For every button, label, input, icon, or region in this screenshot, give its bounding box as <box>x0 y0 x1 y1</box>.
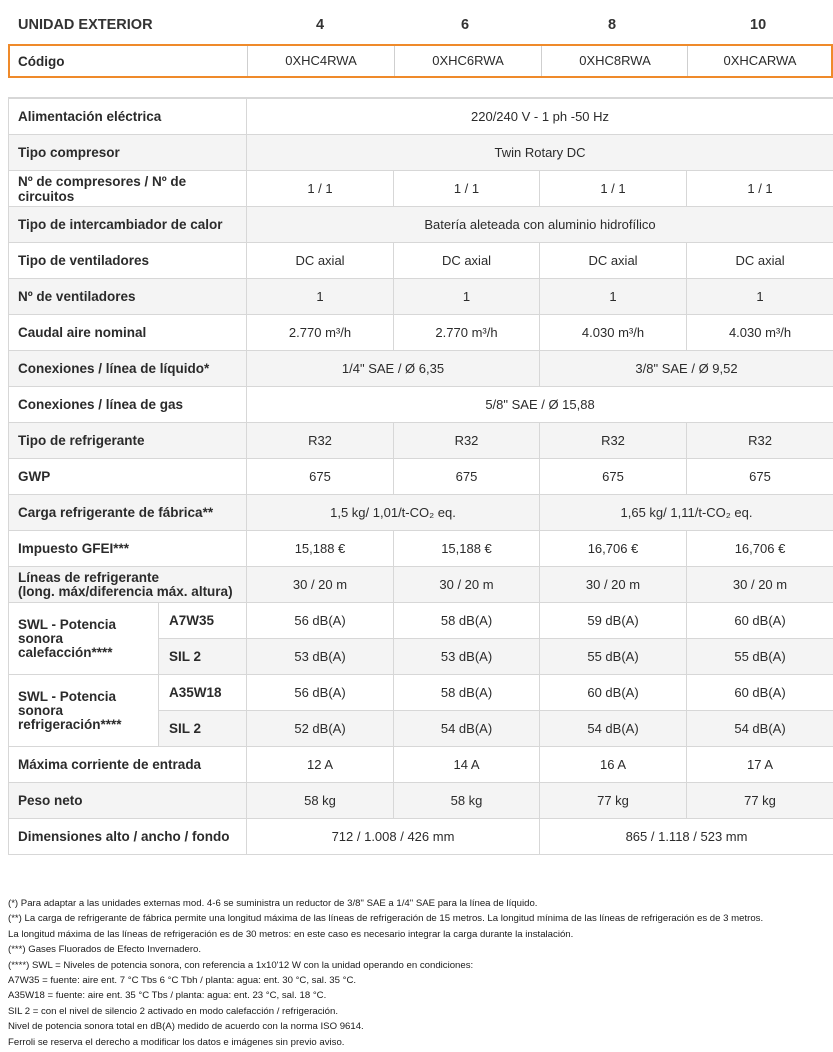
row-value: 17 A <box>687 747 833 783</box>
model-10: 10 <box>750 17 767 33</box>
row-value: 56 dB(A) <box>247 675 394 711</box>
row-label-line: SWL - Potencia sonora <box>18 688 117 718</box>
row-value: R32 <box>394 423 540 459</box>
footnote: (*) Para adaptar a las unidades externas mod. 4-6 se suministra un reductor de 3/8" SAE a 1/4" SAE para la línea de líquido. <box>8 898 538 909</box>
row-label: Peso neto <box>9 783 247 819</box>
row-value: 14 A <box>394 747 540 783</box>
row-label-line: refrigeración**** <box>18 716 122 732</box>
row-label: Dimensiones alto / ancho / fondo <box>9 819 247 855</box>
row-value: 1 <box>247 279 394 315</box>
row-value: 1 / 1 <box>687 171 833 207</box>
row-value: 12 A <box>247 747 394 783</box>
row-value: 77 kg <box>540 783 687 819</box>
table-row <box>9 171 833 207</box>
footnote: Nivel de potencia sonora total en dB(A) medido de acuerdo con la norma ISO 9614. <box>8 1021 364 1033</box>
row-value: 3/8" SAE / Ø 9,52 <box>540 351 833 387</box>
table-row <box>9 387 833 423</box>
row-value: 1 <box>540 279 687 315</box>
row-value: 16,706 € <box>687 531 833 567</box>
row-value: 58 kg <box>394 783 540 819</box>
row-value: 30 / 20 m <box>687 567 833 603</box>
row-label: Caudal aire nominal <box>9 315 247 351</box>
footnote: A7W35 = fuente: aire ent. 7 °C Tbs 6 °C Tbh / planta: agua: ent. 30 °C, sal. 35 °C. <box>8 975 357 987</box>
row-value: 16,706 € <box>540 531 687 567</box>
row-value: 675 <box>247 459 394 495</box>
footnote: (****) SWL = Niveles de potencia sonora, con referencia a 1x10'12 W con la unidad operando en condiciones: <box>8 959 474 971</box>
row-value: 2.770 m³/h <box>394 315 540 351</box>
row-value: 53 dB(A) <box>247 639 394 675</box>
row-sublabel: A7W35 <box>159 603 247 639</box>
row-label-line: SWL - Potencia sonora <box>18 616 117 646</box>
row-value: 58 dB(A) <box>394 603 540 639</box>
row-value: 55 dB(A) <box>540 639 687 675</box>
row-label: Conexiones / línea de gas <box>9 387 247 423</box>
model-8: 8 <box>608 17 617 33</box>
row-label <box>9 603 159 675</box>
row-value: 53 dB(A) <box>394 639 540 675</box>
row-label: Conexiones / línea de líquido* <box>9 351 247 387</box>
row-label: Impuesto GFEI*** <box>9 531 247 567</box>
row-value: R32 <box>247 423 394 459</box>
row-value: DC axial <box>540 243 687 279</box>
row-value: 5/8" SAE / Ø 15,88 <box>247 387 833 423</box>
row-label: Nº de compresores / Nº de circuitos <box>9 171 247 207</box>
row-value: 55 dB(A) <box>687 639 833 675</box>
table-row <box>9 747 833 783</box>
spec-table <box>8 97 833 855</box>
row-value: 30 / 20 m <box>394 567 540 603</box>
row-value: 1 / 1 <box>247 171 394 207</box>
row-label-line: (long. máx/diferencia máx. altura) <box>18 583 233 599</box>
footnote: (***) Gases Fluorados de Efecto Invernadero. <box>8 944 202 956</box>
row-value: 58 kg <box>247 783 394 819</box>
row-value: 1 / 1 <box>540 171 687 207</box>
row-value: 77 kg <box>687 783 833 819</box>
row-label: Máxima corriente de entrada <box>9 747 247 783</box>
row-value: 675 <box>687 459 833 495</box>
table-row <box>9 279 833 315</box>
row-value: DC axial <box>394 243 540 279</box>
row-value: 675 <box>394 459 540 495</box>
row-value: 30 / 20 m <box>247 567 394 603</box>
row-label-line: calefacción**** <box>18 644 113 660</box>
table-row <box>9 459 833 495</box>
row-value: 1,5 kg/ 1,01/t-CO₂ eq. <box>247 495 540 531</box>
table-row <box>9 207 833 243</box>
table-row <box>9 98 833 135</box>
table-row <box>9 243 833 279</box>
row-value: 56 dB(A) <box>247 603 394 639</box>
table-row <box>9 495 833 531</box>
table-row <box>9 675 833 711</box>
row-sublabel: A35W18 <box>159 675 247 711</box>
table-row <box>9 783 833 819</box>
row-value: 865 / 1.118 / 523 mm <box>540 819 833 855</box>
row-value: 58 dB(A) <box>394 675 540 711</box>
row-label <box>9 567 247 603</box>
row-value: 54 dB(A) <box>540 711 687 747</box>
row-label: Tipo de intercambiador de calor <box>9 207 247 243</box>
table-row <box>9 531 833 567</box>
row-value: 1/4" SAE / Ø 6,35 <box>247 351 540 387</box>
footnote: A35W18 = fuente: aire ent. 35 °C Tbs / planta: agua: ent. 23 °C, sal. 18 °C. <box>8 990 327 1002</box>
row-value: 220/240 V - 1 ph -50 Hz <box>247 98 833 135</box>
footnote: (**) La carga de refrigerante de fábrica permite una longitud máxima de las líneas de refrigeración de 15 metros. La longitud mínima de las líneas de refrigeración es de 3 metros. <box>8 913 764 925</box>
table-row <box>9 567 833 603</box>
row-sublabel: SIL 2 <box>159 639 247 675</box>
footnote: Ferroli se reserva el derecho a modificar los datos e imágenes sin previo aviso. <box>8 1036 345 1048</box>
table-row <box>9 315 833 351</box>
row-label: Tipo compresor <box>9 135 247 171</box>
code-value: 0XHC6RWA <box>394 46 541 76</box>
footnote: SIL 2 = con el nivel de silencio 2 activado en modo calefacción / refrigeración. <box>8 1005 339 1017</box>
table-row <box>9 819 833 855</box>
row-value: 54 dB(A) <box>394 711 540 747</box>
footnotes <box>8 896 828 1050</box>
header-title: UNIDAD EXTERIOR <box>18 17 153 33</box>
row-value: Twin Rotary DC <box>247 135 833 171</box>
row-label: Carga refrigerante de fábrica** <box>9 495 247 531</box>
row-sublabel: SIL 2 <box>159 711 247 747</box>
row-value: DC axial <box>687 243 833 279</box>
row-value: 15,188 € <box>394 531 540 567</box>
table-row <box>9 603 833 639</box>
row-value: Batería aleteada con aluminio hidrofílico <box>247 207 833 243</box>
row-value: 1 <box>394 279 540 315</box>
table-header <box>8 0 832 40</box>
model-6: 6 <box>461 17 470 33</box>
row-value: DC axial <box>247 243 394 279</box>
row-label: Nº de ventiladores <box>9 279 247 315</box>
table-row <box>9 351 833 387</box>
code-value: 0XHC4RWA <box>247 46 394 76</box>
row-value: 675 <box>540 459 687 495</box>
table-row <box>9 423 833 459</box>
row-label: GWP <box>9 459 247 495</box>
row-value: 2.770 m³/h <box>247 315 394 351</box>
row-value: 30 / 20 m <box>540 567 687 603</box>
row-value: R32 <box>540 423 687 459</box>
row-label <box>9 675 159 747</box>
row-value: 15,188 € <box>247 531 394 567</box>
footnote: La longitud máxima de las líneas de refrigeración es de 30 metros: en este caso es necesario integrar la carga durante la instalación. <box>8 928 574 940</box>
code-value: 0XHC8RWA <box>541 46 688 76</box>
row-value: 1 / 1 <box>394 171 540 207</box>
row-value: 1,65 kg/ 1,11/t-CO₂ eq. <box>540 495 833 531</box>
row-value: 54 dB(A) <box>687 711 833 747</box>
model-4: 4 <box>316 17 325 33</box>
row-label: Tipo de refrigerante <box>9 423 247 459</box>
row-label-line: Líneas de refrigerante <box>18 569 160 585</box>
row-label: Alimentación eléctrica <box>9 98 247 135</box>
row-value: 4.030 m³/h <box>540 315 687 351</box>
row-value: R32 <box>687 423 833 459</box>
row-value: 4.030 m³/h <box>687 315 833 351</box>
row-value: 16 A <box>540 747 687 783</box>
row-value: 1 <box>687 279 833 315</box>
table-row <box>9 135 833 171</box>
row-value: 59 dB(A) <box>540 603 687 639</box>
code-label: Código <box>18 54 65 69</box>
code-row <box>8 44 833 78</box>
row-value: 52 dB(A) <box>247 711 394 747</box>
row-value: 60 dB(A) <box>687 675 833 711</box>
row-label: Tipo de ventiladores <box>9 243 247 279</box>
row-value: 60 dB(A) <box>540 675 687 711</box>
row-value: 712 / 1.008 / 426 mm <box>247 819 540 855</box>
row-value: 60 dB(A) <box>687 603 833 639</box>
code-value: 0XHCARWA <box>687 46 832 76</box>
